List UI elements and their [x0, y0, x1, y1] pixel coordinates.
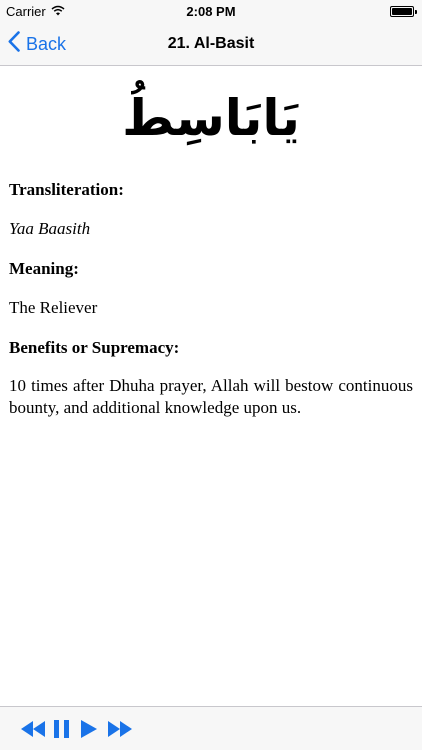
play-icon[interactable]	[80, 719, 98, 744]
meaning-text: The Reliever	[9, 298, 98, 317]
back-button-label: Back	[26, 33, 67, 54]
arabic-name: يَابَاسِطُ	[122, 89, 300, 147]
battery-icon	[390, 6, 414, 17]
benefits-heading: Benefits or Supremacy:	[9, 338, 180, 357]
meaning-heading: Meaning:	[9, 259, 79, 278]
status-bar	[0, 0, 422, 22]
playback-toolbar	[0, 706, 422, 750]
carrier-label: Carrier	[6, 4, 46, 19]
content-area	[0, 66, 422, 419]
transliteration-heading: Transliteration:	[9, 180, 124, 199]
pause-icon[interactable]	[53, 719, 71, 744]
navigation-bar	[0, 22, 422, 66]
status-time: 2:08 PM	[186, 4, 236, 19]
transliteration-text: Yaa Baasith	[9, 219, 91, 238]
benefits-text: 10 times after Dhuha prayer, Allah will bestow continuous bounty, and additional knowledge upon us.	[9, 376, 413, 417]
page-title: 21. Al-Basit	[167, 35, 255, 52]
fast-forward-icon[interactable]	[107, 719, 133, 744]
rewind-icon[interactable]	[20, 719, 46, 744]
